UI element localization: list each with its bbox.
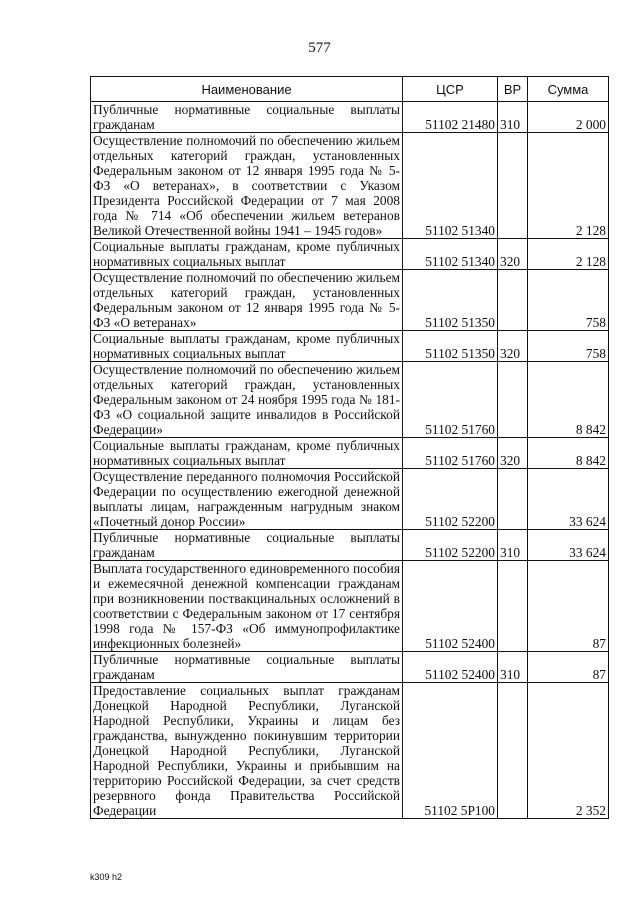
row-sum: 2 352 <box>528 683 609 819</box>
row-sum: 87 <box>528 652 609 683</box>
header-vr: ВР <box>498 77 528 102</box>
table-row <box>91 331 609 362</box>
row-name: Осуществление полномочий по обеспечению жильем отдельных категорий граждан, установленных Федеральным законом от 24 ноября 1995 года № 181-ФЗ «О социальной защите инвалидов в Российской Федерации» <box>91 362 403 438</box>
row-csr: 51102 51340 <box>403 239 498 270</box>
row-vr <box>498 561 528 652</box>
row-name: Социальные выплаты гражданам, кроме публичных нормативных социальных выплат <box>91 331 403 362</box>
row-name: Социальные выплаты гражданам, кроме публичных нормативных социальных выплат <box>91 239 403 270</box>
row-name: Социальные выплаты гражданам, кроме публичных нормативных социальных выплат <box>91 438 403 469</box>
row-name: Осуществление переданного полномочия Российской Федерации по осуществлению ежегодной денежной выплаты лицам, награжденным нагрудным знаком «Почетный донор России» <box>91 469 403 530</box>
row-vr: 320 <box>498 438 528 469</box>
row-name: Осуществление полномочий по обеспечению жильем отдельных категорий граждан, установленных Федеральным законом от 12 января 1995 года № 5-ФЗ «О ветеранах», в соответствии с Указом Президента Российской Федерации от 7 мая 2008 года № 714 «Об обеспечении жильем ветеранов Великой Отечественной войны 1941 – 1945 годов» <box>91 133 403 239</box>
row-sum: 758 <box>528 331 609 362</box>
row-csr: 51102 52200 <box>403 530 498 561</box>
row-vr: 320 <box>498 331 528 362</box>
row-vr <box>498 683 528 819</box>
row-csr: 51102 5Р100 <box>403 683 498 819</box>
table-row <box>91 683 609 819</box>
row-vr: 320 <box>498 239 528 270</box>
header-name: Наименование <box>91 77 403 102</box>
row-sum: 8 842 <box>528 362 609 438</box>
row-sum: 2 128 <box>528 133 609 239</box>
row-name: Предоставление социальных выплат гражданам Донецкой Народной Республики, Луганской Народной Республики, Украины и лицам без гражданства, вынужденно покинувшим территории Донецкой Народной Республики, Луганской Народной Республики, Украины и прибывшим на территорию Российской Федерации, за счет средств резервного фонда Правительства Российской Федерации <box>91 683 403 819</box>
table-row <box>91 362 609 438</box>
row-sum: 87 <box>528 561 609 652</box>
row-csr: 51102 51340 <box>403 133 498 239</box>
row-name: Осуществление полномочий по обеспечению жильем отдельных категорий граждан, установленных Федеральным законом от 12 января 1995 года № 5-ФЗ «О ветеранах» <box>91 270 403 331</box>
row-vr <box>498 469 528 530</box>
row-sum: 2 000 <box>528 102 609 133</box>
table-row <box>91 530 609 561</box>
row-vr <box>498 362 528 438</box>
table-row <box>91 469 609 530</box>
row-name: Публичные нормативные социальные выплаты гражданам <box>91 652 403 683</box>
row-csr: 51102 51350 <box>403 331 498 362</box>
row-name: Публичные нормативные социальные выплаты гражданам <box>91 530 403 561</box>
row-csr: 51102 51760 <box>403 362 498 438</box>
footer-code: k309 h2 <box>90 872 123 882</box>
table-row <box>91 239 609 270</box>
row-vr: 310 <box>498 102 528 133</box>
table-row <box>91 133 609 239</box>
table-row <box>91 652 609 683</box>
row-vr <box>498 270 528 331</box>
table-row <box>91 102 609 133</box>
page-number: 577 <box>308 40 331 56</box>
row-sum: 2 128 <box>528 239 609 270</box>
row-vr: 310 <box>498 652 528 683</box>
budget-table <box>90 76 609 819</box>
table-row <box>91 438 609 469</box>
row-csr: 51102 52400 <box>403 561 498 652</box>
row-sum: 758 <box>528 270 609 331</box>
row-sum: 8 842 <box>528 438 609 469</box>
table-header-row <box>91 77 609 102</box>
row-vr: 310 <box>498 530 528 561</box>
row-sum: 33 624 <box>528 469 609 530</box>
table-row <box>91 561 609 652</box>
header-csr: ЦСР <box>403 77 498 102</box>
header-sum: Сумма <box>528 77 609 102</box>
table-row <box>91 270 609 331</box>
row-sum: 33 624 <box>528 530 609 561</box>
row-name: Выплата государственного единовременного пособия и ежемесячной денежной компенсации гражданам при возникновении поствакцинальных осложнений в соответствии с Федеральным законом от 17 сентября 1998 года № 157-ФЗ «Об иммунопрофилактике инфекционных болезней» <box>91 561 403 652</box>
row-vr <box>498 133 528 239</box>
row-csr: 51102 21480 <box>403 102 498 133</box>
row-csr: 51102 52400 <box>403 652 498 683</box>
row-csr: 51102 51350 <box>403 270 498 331</box>
row-name: Публичные нормативные социальные выплаты гражданам <box>91 102 403 133</box>
row-csr: 51102 52200 <box>403 469 498 530</box>
row-csr: 51102 51760 <box>403 438 498 469</box>
